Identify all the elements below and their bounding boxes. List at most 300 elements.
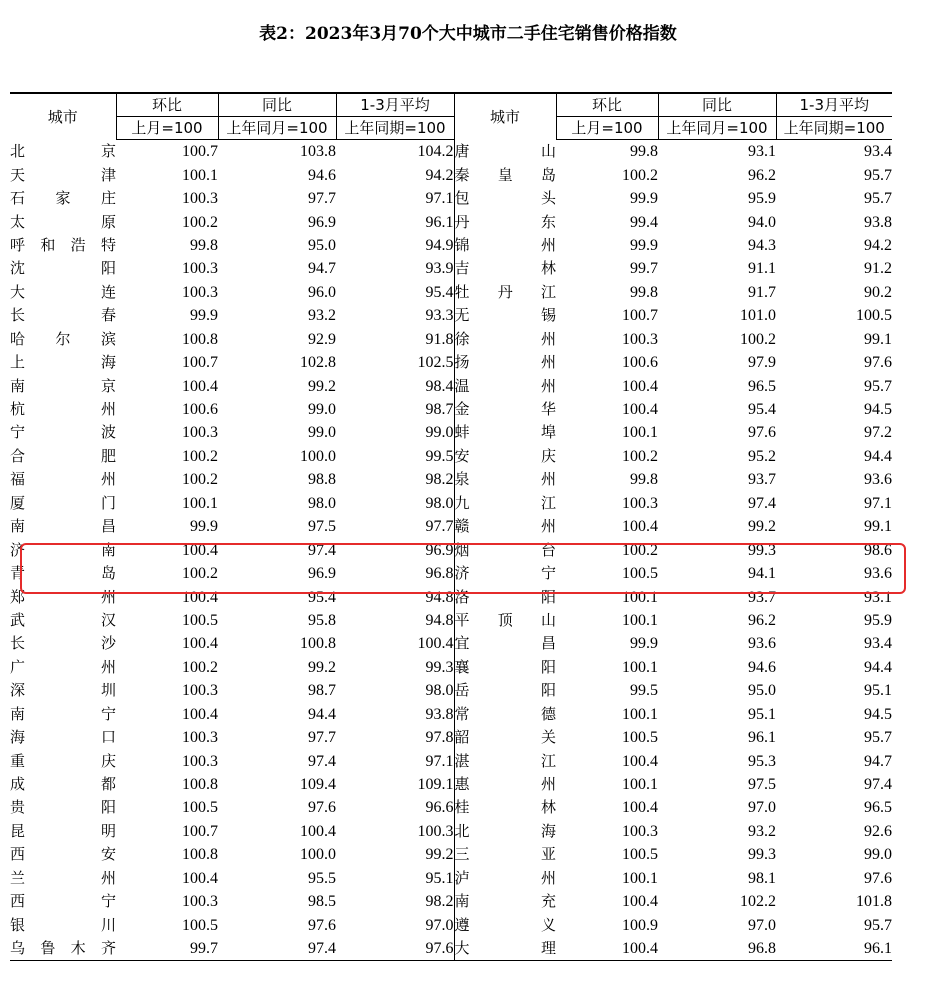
cell-mom-right: 100.1 xyxy=(622,776,658,794)
table-row xyxy=(10,773,892,796)
cell-mom-left: 100.5 xyxy=(182,916,218,934)
table-row xyxy=(10,281,892,304)
header-mom-left: 环比 xyxy=(116,93,218,117)
cell-avg-right: 96.5 xyxy=(864,799,892,817)
cell-mom-left: 100.3 xyxy=(182,893,218,911)
cell-mom-left: 100.2 xyxy=(182,658,218,676)
cell-yoy-left: 100.0 xyxy=(300,447,336,465)
cell-avg-left: 102.5 xyxy=(417,354,454,372)
cell-yoy-right: 101.0 xyxy=(740,307,776,325)
table-row xyxy=(10,374,892,397)
cell-yoy-left: 99.0 xyxy=(308,424,336,442)
cell-mom-right: 100.4 xyxy=(622,752,658,770)
cell-avg-left: 99.3 xyxy=(425,658,454,676)
cell-mom-right: 100.1 xyxy=(622,705,658,723)
table-body xyxy=(10,140,892,961)
table-row xyxy=(10,890,892,913)
cell-avg-left: 99.0 xyxy=(425,424,454,442)
table-row xyxy=(10,328,892,351)
cell-yoy-right: 95.1 xyxy=(748,705,776,723)
cell-yoy-right: 98.1 xyxy=(748,869,776,887)
cell-avg-right: 93.1 xyxy=(864,588,892,606)
cell-avg-left: 98.0 xyxy=(425,494,454,512)
cell-avg-right: 90.2 xyxy=(864,283,892,301)
cell-city-right: 三亚 xyxy=(454,843,556,866)
cell-yoy-right: 93.7 xyxy=(748,471,776,489)
cell-city-left: 上海 xyxy=(10,353,116,372)
cell-yoy-left: 97.6 xyxy=(308,916,336,934)
cell-avg-left: 98.7 xyxy=(425,401,454,419)
cell-avg-right: 94.5 xyxy=(864,401,892,419)
header-mom-base-left: 上月=100 xyxy=(116,117,218,140)
cell-city-right: 南充 xyxy=(454,890,556,913)
header-mom-base-right: 上月=100 xyxy=(556,117,658,140)
cell-yoy-left: 100.8 xyxy=(300,635,336,653)
cell-city-left: 杭州 xyxy=(10,400,116,419)
table-row xyxy=(10,796,892,819)
cell-city-left: 厦门 xyxy=(10,493,116,512)
cell-city-left: 重庆 xyxy=(10,751,116,770)
table-row xyxy=(10,492,892,515)
cell-mom-left: 100.5 xyxy=(182,799,218,817)
table-row xyxy=(10,843,892,866)
cell-mom-left: 100.7 xyxy=(182,143,218,161)
cell-mom-right: 99.4 xyxy=(630,213,658,231)
cell-avg-right: 97.1 xyxy=(864,494,892,512)
cell-yoy-right: 95.9 xyxy=(748,190,776,208)
cell-yoy-left: 103.8 xyxy=(300,143,336,161)
cell-city-right: 温州 xyxy=(454,374,556,397)
cell-mom-right: 100.1 xyxy=(622,424,658,442)
cell-city-left: 沈阳 xyxy=(10,259,116,278)
cell-avg-right: 97.4 xyxy=(864,776,892,794)
cell-mom-left: 100.2 xyxy=(182,447,218,465)
table-row xyxy=(10,445,892,468)
cell-avg-left: 98.0 xyxy=(425,682,454,700)
cell-yoy-right: 95.4 xyxy=(748,401,776,419)
table-row xyxy=(10,234,892,257)
cell-yoy-left: 98.7 xyxy=(308,682,336,700)
cell-avg-right: 92.6 xyxy=(864,822,892,840)
cell-mom-left: 100.1 xyxy=(182,166,218,184)
cell-mom-right: 99.8 xyxy=(630,143,658,161)
cell-mom-right: 100.9 xyxy=(622,916,658,934)
cell-city-left: 西宁 xyxy=(10,892,116,911)
cell-avg-left: 93.3 xyxy=(425,307,454,325)
cell-yoy-right: 91.1 xyxy=(748,260,776,278)
cell-mom-right: 100.4 xyxy=(622,893,658,911)
cell-avg-right: 93.6 xyxy=(864,471,892,489)
cell-avg-right: 99.0 xyxy=(864,846,892,864)
cell-mom-left: 100.3 xyxy=(182,260,218,278)
cell-avg-left: 94.2 xyxy=(425,166,454,184)
header-yoy-right: 同比 xyxy=(658,93,776,117)
cell-mom-right: 100.1 xyxy=(622,869,658,887)
cell-avg-left: 96.6 xyxy=(425,799,454,817)
cell-yoy-left: 99.2 xyxy=(308,658,336,676)
cell-city-right: 九江 xyxy=(454,492,556,515)
cell-mom-right: 100.4 xyxy=(622,518,658,536)
cell-city-left: 昆明 xyxy=(10,821,116,840)
cell-city-left: 天津 xyxy=(10,165,116,184)
cell-city-left: 贵阳 xyxy=(10,798,116,817)
cell-city-left: 大连 xyxy=(10,282,116,301)
cell-yoy-right: 96.5 xyxy=(748,377,776,395)
cell-yoy-left: 99.2 xyxy=(308,377,336,395)
table-row xyxy=(10,562,892,585)
cell-yoy-right: 100.2 xyxy=(740,330,776,348)
cell-mom-left: 99.7 xyxy=(116,937,218,961)
cell-yoy-left: 100.0 xyxy=(300,846,336,864)
cell-avg-right: 94.2 xyxy=(864,236,892,254)
table-row xyxy=(10,515,892,538)
cell-avg-left: 95.1 xyxy=(425,869,454,887)
cell-yoy-right: 96.1 xyxy=(748,729,776,747)
cell-mom-left: 100.4 xyxy=(182,869,218,887)
cell-yoy-left: 96.9 xyxy=(308,213,336,231)
table-row xyxy=(10,609,892,632)
cell-city-right: 唐山 xyxy=(454,140,556,164)
cell-avg-left: 98.2 xyxy=(425,471,454,489)
cell-city-right: 徐州 xyxy=(454,328,556,351)
cell-mom-left: 100.1 xyxy=(182,494,218,512)
cell-yoy-right: 95.3 xyxy=(748,752,776,770)
cell-yoy-left: 97.4 xyxy=(218,937,336,961)
cell-avg-left: 97.0 xyxy=(425,916,454,934)
cell-avg-right: 95.7 xyxy=(864,729,892,747)
cell-avg-right: 95.7 xyxy=(864,190,892,208)
cell-mom-left: 100.8 xyxy=(182,846,218,864)
cell-city-left: 广州 xyxy=(10,657,116,676)
cell-avg-right: 91.2 xyxy=(864,260,892,278)
cell-city-left: 西安 xyxy=(10,845,116,864)
table-row xyxy=(10,726,892,749)
cell-yoy-right: 94.3 xyxy=(748,236,776,254)
cell-mom-left: 100.6 xyxy=(182,401,218,419)
cell-yoy-left: 95.0 xyxy=(308,236,336,254)
cell-city-right: 洛阳 xyxy=(454,585,556,608)
cell-avg-right: 93.4 xyxy=(864,143,892,161)
cell-city-left: 太原 xyxy=(10,212,116,231)
cell-avg-right: 93.8 xyxy=(864,213,892,231)
cell-city-left: 合肥 xyxy=(10,446,116,465)
table-row xyxy=(10,703,892,726)
cell-avg-right: 98.6 xyxy=(864,541,892,559)
cell-city-left: 济南 xyxy=(10,540,116,559)
cell-yoy-right: 97.9 xyxy=(748,354,776,372)
header-city-right: 城市 xyxy=(454,93,556,140)
cell-mom-right: 99.9 xyxy=(630,635,658,653)
cell-yoy-left: 94.4 xyxy=(308,705,336,723)
cell-yoy-right: 97.5 xyxy=(748,776,776,794)
cell-mom-right: 100.1 xyxy=(622,588,658,606)
cell-yoy-left: 97.5 xyxy=(308,518,336,536)
cell-city-left: 乌鲁木齐 xyxy=(10,937,116,961)
table-row xyxy=(10,679,892,702)
cell-yoy-left: 95.4 xyxy=(308,588,336,606)
table-row xyxy=(10,632,892,655)
table-row xyxy=(10,351,892,374)
cell-yoy-left: 97.7 xyxy=(308,729,336,747)
cell-mom-left: 100.4 xyxy=(182,635,218,653)
cell-mom-right: 100.1 xyxy=(622,611,658,629)
table-row xyxy=(10,538,892,561)
cell-avg-left: 94.8 xyxy=(425,588,454,606)
cell-yoy-left: 98.8 xyxy=(308,471,336,489)
cell-mom-left: 100.4 xyxy=(182,541,218,559)
table-row xyxy=(10,585,892,608)
cell-mom-right: 100.4 xyxy=(622,377,658,395)
cell-city-left: 银川 xyxy=(10,915,116,934)
cell-avg-right: 99.1 xyxy=(864,330,892,348)
cell-avg-right: 94.5 xyxy=(864,705,892,723)
cell-yoy-right: 96.2 xyxy=(748,166,776,184)
cell-city-right: 牡丹江 xyxy=(454,281,556,304)
cell-city-right: 桂林 xyxy=(454,796,556,819)
cell-yoy-right: 96.8 xyxy=(658,937,776,961)
cell-mom-right: 99.8 xyxy=(630,283,658,301)
cell-avg-right: 99.1 xyxy=(864,518,892,536)
cell-city-right: 丹东 xyxy=(454,210,556,233)
cell-city-left: 福州 xyxy=(10,470,116,489)
cell-yoy-left: 109.4 xyxy=(300,776,336,794)
cell-avg-right: 94.4 xyxy=(864,658,892,676)
cell-avg-left: 97.8 xyxy=(425,729,454,747)
cell-city-left: 海口 xyxy=(10,728,116,747)
cell-mom-right: 100.3 xyxy=(622,494,658,512)
cell-mom-left: 100.3 xyxy=(182,682,218,700)
table-row xyxy=(10,304,892,327)
cell-yoy-left: 96.9 xyxy=(308,565,336,583)
header-city-left: 城市 xyxy=(10,93,116,140)
cell-city-right: 岳阳 xyxy=(454,679,556,702)
cell-city-right: 湛江 xyxy=(454,749,556,772)
cell-city-right: 赣州 xyxy=(454,515,556,538)
header-yoy-base-left: 上年同月=100 xyxy=(218,117,336,140)
cell-city-left: 宁波 xyxy=(10,423,116,442)
cell-city-left: 长沙 xyxy=(10,634,116,653)
cell-yoy-left: 99.0 xyxy=(308,401,336,419)
table-title: 表2：2023年3月70个大中城市二手住宅销售价格指数 xyxy=(259,24,677,44)
cell-city-left: 南京 xyxy=(10,376,116,395)
table-row xyxy=(10,749,892,772)
cell-avg-right: 100.5 xyxy=(856,307,892,325)
cell-mom-right: 99.7 xyxy=(630,260,658,278)
cell-mom-left: 100.4 xyxy=(182,588,218,606)
table-row xyxy=(10,656,892,679)
cell-yoy-left: 93.2 xyxy=(308,307,336,325)
cell-city-left: 南昌 xyxy=(10,517,116,536)
cell-city-right: 韶关 xyxy=(454,726,556,749)
cell-yoy-left: 97.4 xyxy=(308,541,336,559)
cell-yoy-right: 93.6 xyxy=(748,635,776,653)
cell-city-left: 北京 xyxy=(10,141,116,160)
table-row xyxy=(10,867,892,890)
cell-city-left: 长春 xyxy=(10,306,116,325)
cell-mom-left: 100.7 xyxy=(182,354,218,372)
cell-city-right: 金华 xyxy=(454,398,556,421)
cell-yoy-right: 97.0 xyxy=(748,799,776,817)
cell-yoy-left: 96.0 xyxy=(308,283,336,301)
cell-yoy-left: 95.5 xyxy=(308,869,336,887)
cell-city-right: 烟台 xyxy=(454,538,556,561)
cell-avg-right: 101.8 xyxy=(856,893,892,911)
cell-city-left: 哈尔滨 xyxy=(10,329,116,348)
cell-avg-left: 94.9 xyxy=(425,236,454,254)
cell-mom-right: 100.1 xyxy=(622,658,658,676)
cell-yoy-left: 97.6 xyxy=(308,799,336,817)
cell-city-left: 深圳 xyxy=(10,681,116,700)
header-avg-left: 1-3月平均 xyxy=(336,93,454,117)
cell-avg-left: 97.1 xyxy=(425,752,454,770)
cell-city-right: 吉林 xyxy=(454,257,556,280)
cell-yoy-left: 97.4 xyxy=(308,752,336,770)
cell-avg-left: 91.8 xyxy=(425,330,454,348)
cell-avg-right: 97.6 xyxy=(864,354,892,372)
cell-city-right: 遵义 xyxy=(454,913,556,936)
cell-avg-left: 97.1 xyxy=(425,190,454,208)
cell-mom-left: 100.3 xyxy=(182,283,218,301)
cell-yoy-right: 93.1 xyxy=(748,143,776,161)
cell-city-right: 泸州 xyxy=(454,867,556,890)
cell-city-right: 扬州 xyxy=(454,351,556,374)
cell-avg-left: 96.8 xyxy=(425,565,454,583)
cell-yoy-left: 94.7 xyxy=(308,260,336,278)
cell-city-right: 无锡 xyxy=(454,304,556,327)
cell-avg-left: 97.6 xyxy=(336,937,454,961)
cell-avg-right: 95.9 xyxy=(864,611,892,629)
cell-mom-left: 100.7 xyxy=(182,822,218,840)
cell-mom-right: 100.2 xyxy=(622,447,658,465)
cell-avg-right: 93.4 xyxy=(864,635,892,653)
cell-mom-right: 100.5 xyxy=(622,846,658,864)
cell-yoy-left: 97.7 xyxy=(308,190,336,208)
header-yoy-left: 同比 xyxy=(218,93,336,117)
cell-city-left: 郑州 xyxy=(10,587,116,606)
cell-avg-right: 97.2 xyxy=(864,424,892,442)
cell-city-right: 泉州 xyxy=(454,468,556,491)
cell-avg-left: 100.4 xyxy=(417,635,454,653)
cell-avg-left: 95.4 xyxy=(425,283,454,301)
cell-avg-right: 96.1 xyxy=(776,937,892,961)
header-mom-right: 环比 xyxy=(556,93,658,117)
cell-yoy-right: 97.6 xyxy=(748,424,776,442)
cell-yoy-right: 97.0 xyxy=(748,916,776,934)
cell-city-left: 成都 xyxy=(10,775,116,794)
cell-avg-right: 94.7 xyxy=(864,752,892,770)
cell-yoy-right: 97.4 xyxy=(748,494,776,512)
cell-mom-right: 99.9 xyxy=(630,190,658,208)
cell-city-left: 南宁 xyxy=(10,704,116,723)
cell-mom-right: 100.5 xyxy=(622,729,658,747)
cell-city-right: 安庆 xyxy=(454,445,556,468)
cell-avg-left: 98.4 xyxy=(425,377,454,395)
cell-city-right: 蚌埠 xyxy=(454,421,556,444)
cell-mom-right: 100.6 xyxy=(622,354,658,372)
cell-avg-left: 97.7 xyxy=(425,518,454,536)
cell-city-right: 锦州 xyxy=(454,234,556,257)
cell-mom-right: 100.4 xyxy=(622,799,658,817)
cell-yoy-right: 95.2 xyxy=(748,447,776,465)
cell-mom-right: 100.4 xyxy=(556,937,658,961)
cell-yoy-left: 94.6 xyxy=(308,166,336,184)
cell-yoy-right: 94.1 xyxy=(748,565,776,583)
cell-yoy-right: 94.0 xyxy=(748,213,776,231)
table-row xyxy=(10,468,892,491)
cell-yoy-left: 92.9 xyxy=(308,330,336,348)
table-row xyxy=(10,398,892,421)
cell-city-right: 常德 xyxy=(454,703,556,726)
header-avg-base-left: 上年同期=100 xyxy=(336,117,454,140)
table-row xyxy=(10,163,892,186)
cell-yoy-left: 98.0 xyxy=(308,494,336,512)
cell-city-right: 秦皇岛 xyxy=(454,163,556,186)
cell-avg-left: 99.5 xyxy=(425,447,454,465)
cell-yoy-right: 96.2 xyxy=(748,611,776,629)
cell-yoy-right: 93.2 xyxy=(748,822,776,840)
cell-city-left: 兰州 xyxy=(10,868,116,887)
cell-yoy-left: 98.5 xyxy=(308,893,336,911)
cell-yoy-right: 102.2 xyxy=(740,893,776,911)
cell-mom-left: 99.9 xyxy=(190,307,218,325)
cell-yoy-right: 95.0 xyxy=(748,682,776,700)
price-index-table xyxy=(10,92,892,961)
cell-mom-right: 100.5 xyxy=(622,565,658,583)
cell-mom-left: 100.4 xyxy=(182,705,218,723)
cell-city-left: 石家庄 xyxy=(10,189,116,208)
cell-mom-right: 99.5 xyxy=(630,682,658,700)
cell-mom-left: 100.4 xyxy=(182,377,218,395)
cell-avg-left: 104.2 xyxy=(417,143,454,161)
cell-avg-right: 94.4 xyxy=(864,447,892,465)
cell-mom-left: 99.9 xyxy=(190,518,218,536)
cell-yoy-right: 91.7 xyxy=(748,283,776,301)
cell-mom-left: 100.2 xyxy=(182,471,218,489)
cell-mom-right: 100.7 xyxy=(622,307,658,325)
header-yoy-base-right: 上年同月=100 xyxy=(658,117,776,140)
table-row xyxy=(10,140,892,164)
cell-yoy-left: 95.8 xyxy=(308,611,336,629)
cell-avg-right: 95.7 xyxy=(864,377,892,395)
cell-avg-left: 93.9 xyxy=(425,260,454,278)
table-row xyxy=(10,187,892,210)
cell-avg-right: 95.7 xyxy=(864,166,892,184)
cell-mom-left: 99.8 xyxy=(190,236,218,254)
cell-city-right: 惠州 xyxy=(454,773,556,796)
cell-avg-left: 93.8 xyxy=(425,705,454,723)
table-row xyxy=(10,421,892,444)
cell-yoy-right: 99.3 xyxy=(748,541,776,559)
cell-city-left: 青岛 xyxy=(10,564,116,583)
cell-city-right: 襄阳 xyxy=(454,656,556,679)
cell-mom-left: 100.8 xyxy=(182,330,218,348)
header-avg-base-right: 上年同期=100 xyxy=(776,117,892,140)
cell-mom-left: 100.2 xyxy=(182,565,218,583)
cell-mom-right: 100.2 xyxy=(622,541,658,559)
cell-avg-left: 96.1 xyxy=(425,213,454,231)
cell-avg-right: 93.6 xyxy=(864,565,892,583)
cell-mom-left: 100.3 xyxy=(182,424,218,442)
cell-avg-left: 100.3 xyxy=(417,822,454,840)
cell-city-right: 平顶山 xyxy=(454,609,556,632)
cell-yoy-right: 99.3 xyxy=(748,846,776,864)
cell-mom-right: 100.3 xyxy=(622,330,658,348)
header-avg-right: 1-3月平均 xyxy=(776,93,892,117)
cell-avg-left: 109.1 xyxy=(417,776,454,794)
cell-city-right: 大理 xyxy=(454,937,556,961)
table-row xyxy=(10,210,892,233)
cell-avg-left: 96.9 xyxy=(425,541,454,559)
